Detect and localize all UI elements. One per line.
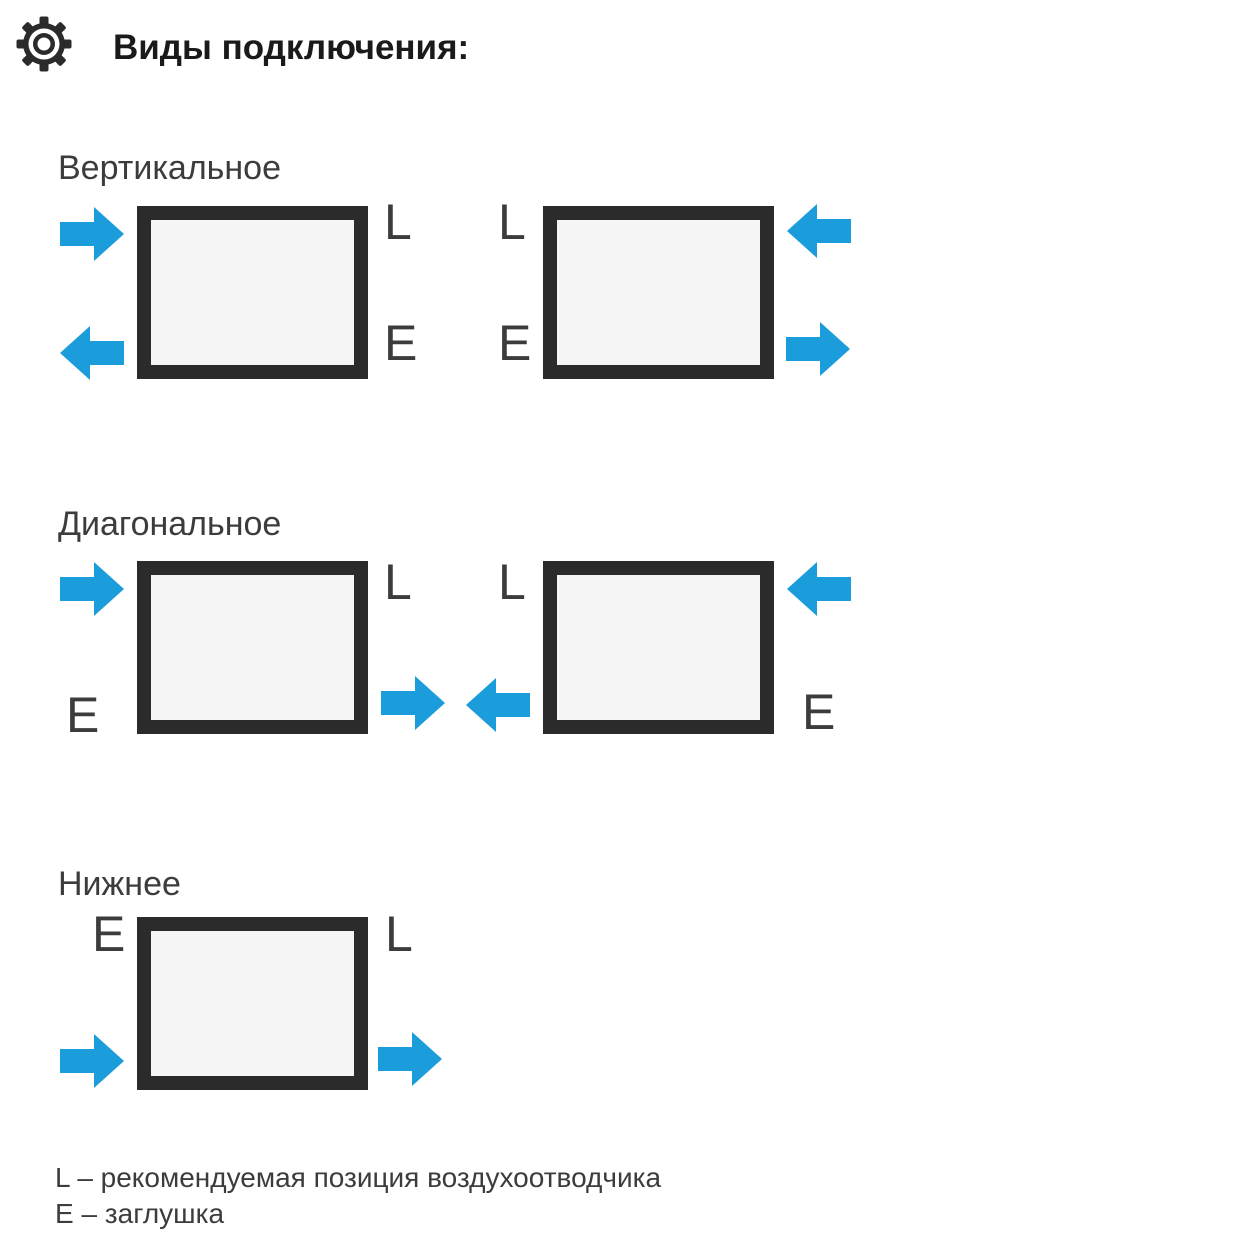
radiator-box [137, 917, 368, 1090]
radiator-box [137, 561, 368, 734]
page-title: Виды подключения: [113, 28, 470, 67]
section-heading-vertical: Вертикальное [58, 149, 281, 187]
arrow-right-icon [381, 676, 445, 730]
radiator-box [137, 206, 368, 379]
section-heading-diagonal: Диагональное [58, 505, 282, 543]
port-label: L [384, 194, 412, 250]
arrow-left-icon [60, 326, 124, 380]
port-label: E [498, 315, 532, 371]
legend-line-l: L – рекомендуемая позиция воздухоотводчика [55, 1162, 662, 1193]
arrow-left-icon [466, 678, 530, 732]
port-label: L [385, 906, 413, 962]
arrow-right-icon [60, 562, 124, 616]
radiator-box [543, 561, 774, 734]
legend-line-e: E – заглушка [55, 1198, 225, 1229]
arrow-left-icon [787, 562, 851, 616]
gear-icon [16, 16, 72, 72]
port-label: E [66, 687, 100, 743]
legend [55, 1160, 661, 1232]
arrow-right-icon [60, 207, 124, 261]
port-label: E [92, 906, 126, 962]
port-label: L [384, 554, 412, 610]
arrow-right-icon [60, 1034, 124, 1088]
arrow-left-icon [787, 204, 851, 258]
port-label: E [384, 315, 418, 371]
arrow-right-icon [786, 322, 850, 376]
port-label: E [802, 684, 836, 740]
section-heading-bottom: Нижнее [58, 865, 181, 903]
port-label: L [498, 194, 526, 250]
radiator-box [543, 206, 774, 379]
port-label: L [498, 554, 526, 610]
arrow-right-icon [378, 1032, 442, 1086]
